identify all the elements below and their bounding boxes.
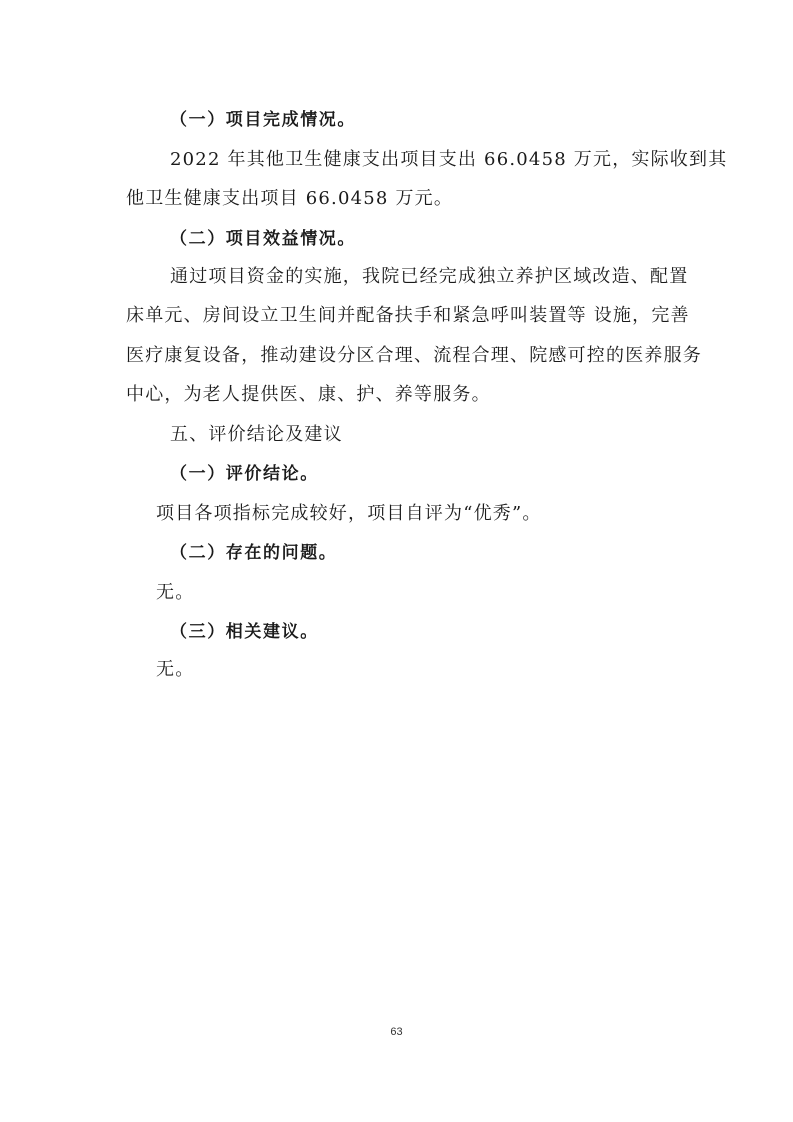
paragraph-line: 中心，为老人提供医、康、护、养等服务。 <box>126 384 491 405</box>
paragraph-line: 通过项目资金的实施，我院已经完成独立养护区域改造、配置 <box>170 266 689 287</box>
paragraph-line: 医疗康复设备，推动建设分区合理、流程合理、院感可控的医养服务 <box>126 345 702 366</box>
suggestions-text: 无。 <box>156 659 195 680</box>
suggestions-heading: （三）相关建议。 <box>170 622 319 642</box>
conclusion-text: 项目各项指标完成较好，项目自评为“优秀”。 <box>156 503 542 524</box>
problems-heading: （二）存在的问题。 <box>170 543 338 563</box>
paragraph-line: 2022 年其他卫生健康支出项目支出 66.0458 万元，实际收到其 <box>170 149 728 170</box>
paragraph-line: 床单元、房间设立卫生间并配备扶手和紧急呼叫装置等 设施，完善 <box>126 305 690 326</box>
section-heading-benefits: （二）项目效益情况。 <box>170 229 356 249</box>
paragraph-line: 他卫生健康支出项目 66.0458 万元。 <box>126 188 454 209</box>
conclusion-heading: （一）评价结论。 <box>170 464 319 484</box>
section-heading-completion: （一）项目完成情况。 <box>170 110 356 130</box>
problems-text: 无。 <box>156 582 195 603</box>
page-number: 63 <box>390 1026 403 1038</box>
chapter-title: 五、评价结论及建议 <box>170 424 343 445</box>
